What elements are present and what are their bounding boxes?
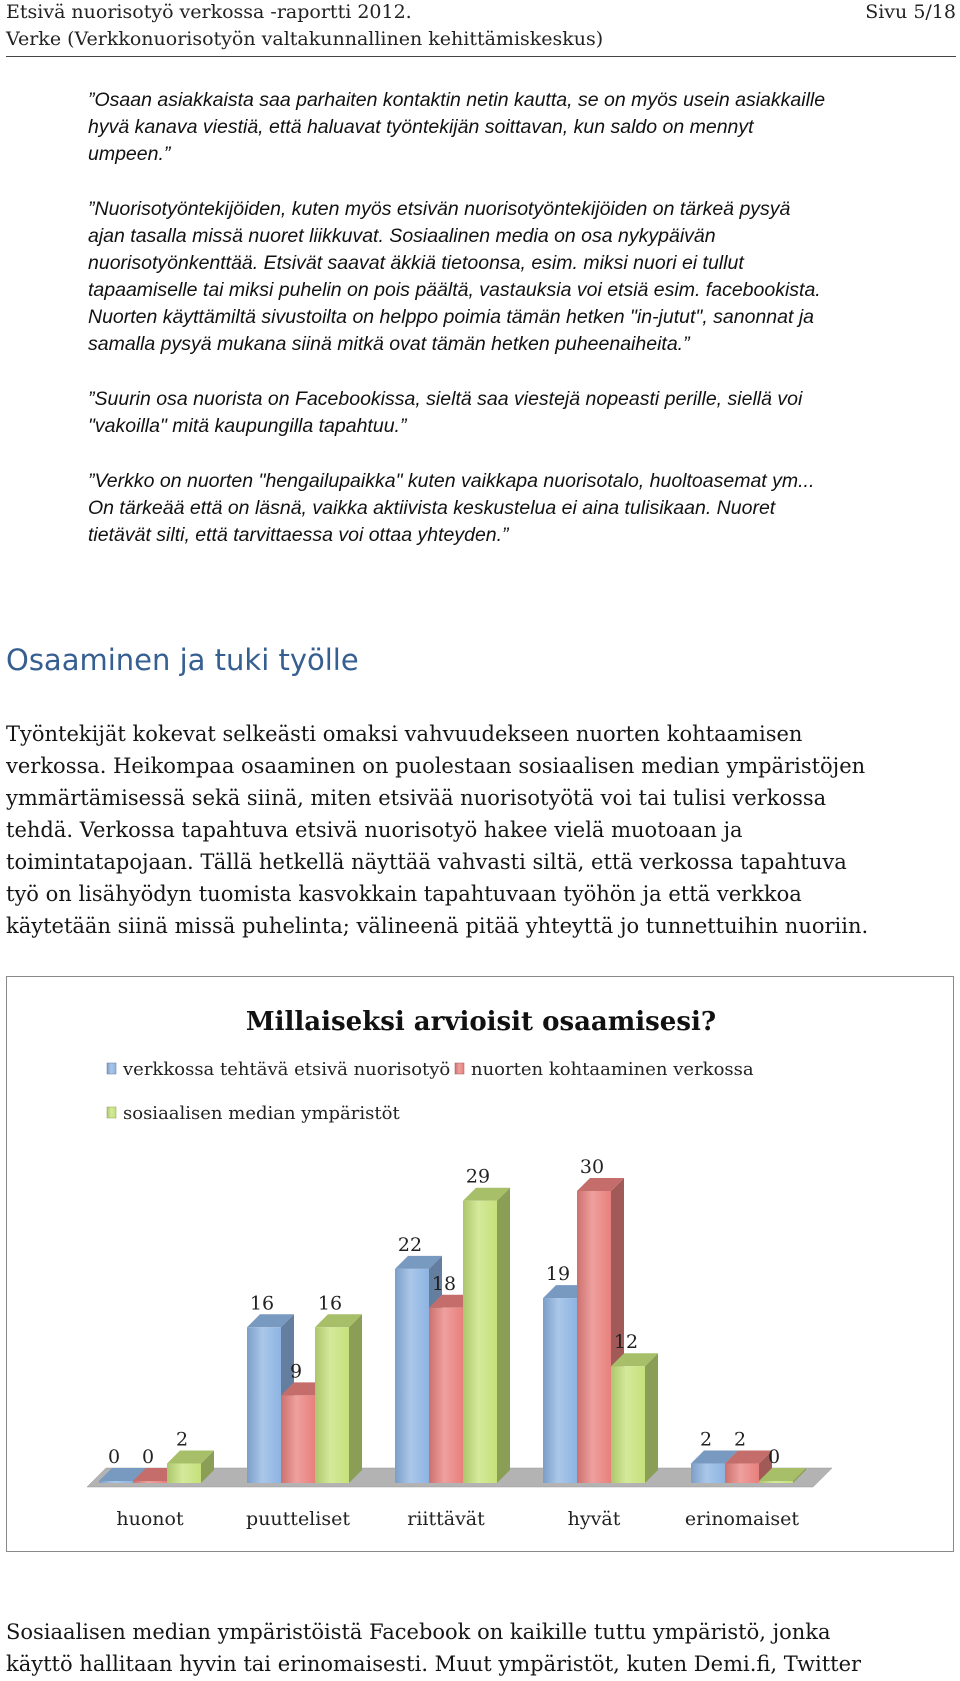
- data-label: 16: [249, 1292, 275, 1315]
- quote-line: samalla pysyä mukana siinä mitkä ovat tämän hetken puheenaiheita.”: [88, 333, 690, 355]
- data-label: 12: [613, 1331, 639, 1354]
- quote-line: ”Nuorisotyöntekijöiden, kuten myös etsivän nuorisotyöntekijöiden on tärkeä pysyä: [88, 198, 791, 220]
- data-label: 22: [397, 1233, 423, 1256]
- quote-line: tapaamiselle tai miksi puhelin on pois päältä, vastauksia voi etsiä esim. facebookista.: [88, 279, 821, 301]
- quote-line: nuorisotyönkenttää. Etsivät saavat äkkiä tietoonsa, esim. miksi nuori ei tullut: [88, 252, 744, 274]
- body-line: käytetään siinä missä puhelinta; välineenä pitää yhteyttä jo tunnettuihin nuoriin.: [6, 914, 869, 938]
- body-line: käyttö hallitaan hyvin tai erinomaisesti. Muut ympäristöt, kuten Demi.fi, Twitter: [6, 1652, 862, 1676]
- quotes-section: [88, 87, 956, 577]
- footer-paragraph: [6, 1616, 956, 1680]
- quote-line: tietävät silti, että tarvittaessa voi ottaa yhteyden.”: [88, 524, 509, 546]
- body-line: työ on lisähyödyn tuomista kasvokkain tapahtuvaan työhön ja että verkkoa: [6, 882, 802, 906]
- category-label: riittävät: [407, 1508, 485, 1530]
- bar-side: [497, 1188, 510, 1483]
- body-paragraph: [6, 718, 956, 942]
- legend-label: verkkossa tehtävä etsivä nuorisotyö: [123, 1059, 451, 1080]
- bar: [577, 1191, 611, 1483]
- quote-3: [88, 386, 956, 440]
- bar: [247, 1327, 281, 1483]
- legend-label: nuorten kohtaaminen verkossa: [471, 1059, 754, 1080]
- quote-line: hyvä kanava viestiä, että haluavat työntekijän soittavan, kun saldo on mennyt: [88, 116, 754, 138]
- data-label: 29: [465, 1165, 491, 1188]
- category-label: puutteliset: [246, 1508, 350, 1530]
- legend-swatch: [455, 1063, 464, 1074]
- legend-label: sosiaalisen median ympäristöt: [123, 1103, 400, 1124]
- bar: [315, 1327, 349, 1483]
- bar: [463, 1201, 497, 1483]
- bar: [133, 1481, 167, 1483]
- bar: [759, 1481, 793, 1483]
- bar: [281, 1395, 315, 1483]
- section-heading: Osaaminen ja tuki työlle: [6, 643, 359, 677]
- data-label: 9: [289, 1360, 303, 1383]
- data-label: 18: [431, 1272, 457, 1295]
- bar-side: [645, 1353, 658, 1483]
- data-label: 2: [733, 1428, 747, 1451]
- category-label: hyvät: [567, 1508, 621, 1530]
- body-line: Työntekijät kokevat selkeästi omaksi vahvuudekseen nuorten kohtaamisen: [6, 722, 803, 746]
- quote-line: ajan tasalla missä nuoret liikkuvat. Sosiaalinen media on osa nykypäivän: [88, 225, 716, 247]
- body-line: toimintatapojaan. Tällä hetkellä näyttää vahvasti siltä, että verkossa tapahtuva: [6, 850, 847, 874]
- quote-2: [88, 196, 956, 358]
- data-label: 2: [175, 1428, 189, 1451]
- body-line: Sosiaalisen median ympäristöistä Facebook on kaikille tuttu ympäristö, jonka: [6, 1620, 831, 1644]
- bar: [691, 1464, 725, 1483]
- quote-4: [88, 468, 956, 549]
- bar: [611, 1366, 645, 1483]
- header-report-title: Etsivä nuorisotyö verkossa -raportti 2012.: [6, 1, 412, 23]
- body-line: ymmärtämisessä sekä siinä, miten etsivää nuorisotyötä voi tai tulisi verkossa: [6, 786, 827, 810]
- bar-side: [349, 1314, 362, 1483]
- page-header: [6, 0, 956, 57]
- legend-swatch: [107, 1107, 116, 1118]
- data-label: 0: [767, 1446, 781, 1468]
- category-label: huonot: [116, 1508, 184, 1530]
- quote-1: [88, 87, 956, 168]
- data-label: 0: [141, 1446, 155, 1468]
- bar: [543, 1298, 577, 1483]
- quote-line: Nuorten käyttämiltä sivustoilta on helppo poimia tämän hetken "in-jutut", sanonnat ja: [88, 306, 815, 328]
- data-label: 30: [579, 1156, 605, 1178]
- data-label: 0: [107, 1446, 121, 1468]
- category-label: erinomaiset: [684, 1508, 800, 1530]
- bar: [429, 1308, 463, 1483]
- header-organization: Verke (Verkkonuorisotyön valtakunnallinen kehittämiskeskus): [6, 28, 604, 50]
- quote-line: On tärkeää että on läsnä, vaikka aktiivista keskustelua ei aina tulisikaan. Nuoret: [88, 497, 776, 519]
- quote-line: ”Suurin osa nuorista on Facebookissa, sieltä saa viestejä nopeasti perille, siellä voi: [88, 388, 803, 410]
- bar: [725, 1464, 759, 1483]
- bar: [99, 1481, 133, 1483]
- data-label: 2: [699, 1428, 713, 1451]
- quote-line: ”Osaan asiakkaista saa parhaiten kontaktin netin kautta, se on myös usein asiakkaille: [88, 89, 826, 111]
- bar: [395, 1269, 429, 1483]
- page-number: Sivu 5/18: [865, 1, 956, 23]
- body-line: verkossa. Heikompaa osaaminen on puolestaan sosiaalisen median ympäristöjen: [6, 754, 866, 778]
- bar: [167, 1464, 201, 1483]
- data-label: 16: [317, 1292, 343, 1315]
- chart-container: [6, 976, 954, 1552]
- chart-title: Millaiseksi arvioisit osaamisesi?: [245, 1007, 717, 1037]
- quote-line: ”Verkko on nuorten "hengailupaikka" kuten vaikkapa nuorisotalo, huoltoasemat ym...: [88, 470, 815, 492]
- quote-line: umpeen.”: [88, 143, 171, 165]
- bar-chart: [7, 977, 955, 1553]
- legend-swatch: [107, 1063, 116, 1074]
- data-label: 19: [545, 1263, 571, 1286]
- body-line: tehdä. Verkossa tapahtuva etsivä nuorisotyö hakee vielä muotoaan ja: [6, 818, 743, 842]
- quote-line: "vakoilla" mitä kaupungilla tapahtuu.”: [88, 415, 407, 437]
